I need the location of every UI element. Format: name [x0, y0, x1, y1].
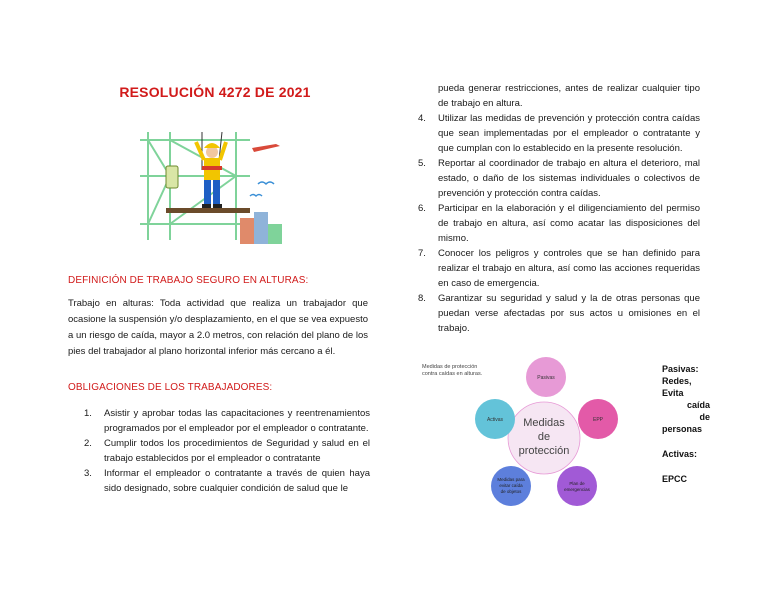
- activas-line: EPCC: [662, 474, 688, 484]
- node-objetos-label-1: Medidas para: [497, 477, 525, 482]
- obligation-item: 5. Reportar al coordinador de trabajo en altura el deterioro, mal estado, o daño de los sistemas individuales o colectivos de prevención y protección contra caídas.: [418, 158, 700, 199]
- pasivas-label: Pasivas:: [662, 364, 699, 374]
- obligation-item: 6. Participar en la elaboración y el diligenciamiento del permiso de trabajo en altura, así como acatar las disposiciones del mismo.: [418, 203, 700, 244]
- node-objetos-label-2: evitar caída: [499, 483, 523, 488]
- protection-measures-diagram: [418, 352, 660, 510]
- pasivas-line: de: [699, 412, 710, 422]
- activas-label: Activas:: [662, 449, 698, 459]
- side-notes: [662, 363, 710, 485]
- obligations-list-left: [84, 406, 370, 496]
- obligation-item: 1. Asistir y aprobar todas las capacitaciones y reentrenamientos programados por el empleador por el empleador o contratante.: [84, 408, 370, 434]
- node-plan-emergencias: [557, 466, 597, 506]
- worker-scaffold-illustration: [140, 128, 284, 244]
- obligation-continuation: pueda generar restricciones, antes de realizar cualquier tipo de trabajo en altura.: [438, 83, 700, 109]
- obligations-list-right: [418, 111, 700, 336]
- diagram-caption-line2: contra caídas en alturas.: [422, 371, 483, 377]
- center-label-line2: de: [537, 431, 551, 443]
- diagram-caption-line1: Medidas de protección: [422, 364, 478, 370]
- node-objetos-label-3: de objetos: [500, 489, 522, 494]
- obligations-heading: OBLIGACIONES DE LOS TRABAJADORES:: [68, 382, 273, 393]
- obligation-item: 3. Informar el empleador o contratante a través de quien haya sido designado, sobre cualquier condición de salud que le: [84, 468, 370, 494]
- obligation-item: 4. Utilizar las medidas de prevención y protección contra caídas que sean implementadas por el empleador o contratante y que cumplan con lo establecido en la presente resolución.: [418, 113, 700, 154]
- pasivas-line: Redes,: [662, 376, 692, 386]
- obligation-item: 2. Cumplir todos los procedimientos de Seguridad y salud en el trabajo establecidos por el empleador o contratante: [84, 438, 370, 464]
- node-activas-label: Activas: [486, 417, 504, 423]
- node-epp-label: EPP: [592, 417, 604, 423]
- pasivas-line: Evita: [662, 388, 684, 398]
- definition-heading: DEFINICIÓN DE TRABAJO SEGURO EN ALTURAS:: [68, 275, 309, 286]
- obligation-item: 7. Conocer los peligros y controles que se han definido para realizar el trabajo en altura, así como las acciones requeridas en caso de emergencia.: [418, 248, 700, 289]
- node-plan-label-1: Plan de: [569, 481, 585, 486]
- center-label-line3: protección: [518, 445, 570, 457]
- definition-paragraph: Trabajo en alturas: Toda actividad que realiza un trabajador que ocasione la suspensión y/o desplazamiento, en el que se vea expuesto a un riesgo de caída, mayor a 2.0 metros, con relación del plano de los pies del trabajador al plano horizontal inferior más cercano a él.: [68, 298, 368, 357]
- pasivas-line: caída: [686, 400, 710, 410]
- obligation-item: 8. Garantizar su seguridad y salud y la de otras personas que puedan verse afectadas por sus actos u omisiones en el trabajo.: [418, 293, 700, 334]
- node-plan-label-2: emergencias: [564, 487, 590, 492]
- center-label-line1: Medidas: [523, 417, 565, 429]
- document-title: RESOLUCIÓN 4272 DE 2021: [119, 84, 311, 100]
- node-pasivas-label: Pasivas: [537, 375, 555, 381]
- pasivas-line: personas: [662, 424, 703, 434]
